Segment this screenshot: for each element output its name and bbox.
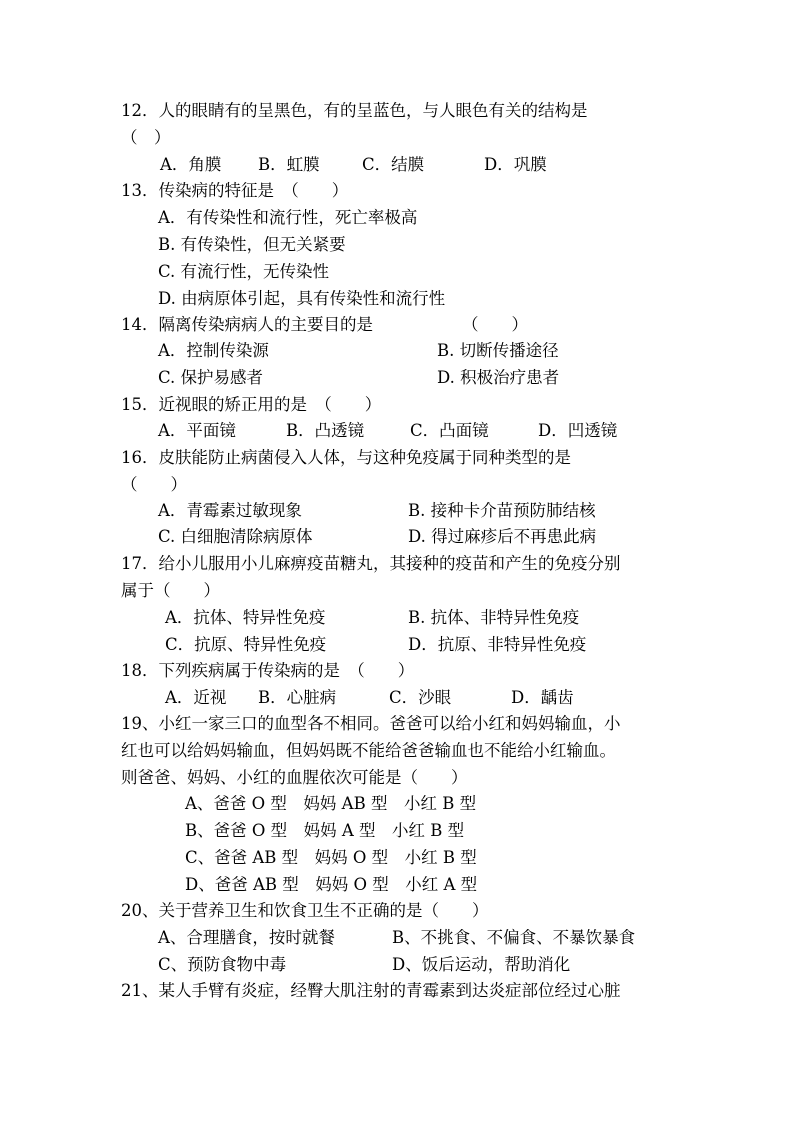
option-a: A．近视 (165, 688, 227, 707)
option-a: A、合理膳食，按时就餐 (158, 928, 335, 947)
option-b: B. 切断传播途径 (437, 341, 559, 360)
question-13-option-b: B. 有传染性，但无关紧要 (158, 235, 346, 254)
option-a: A．角膜 (160, 155, 222, 174)
question-13-option-a: A．有传染性和流行性，死亡率极高 (158, 208, 418, 227)
question-12-stem-line-1: 12．人的眼睛有的呈黑色，有的呈蓝色，与人眼色有关的结构是 (121, 101, 588, 120)
option-a: A．抗体、特异性免疫 (165, 608, 326, 627)
question-13-option-c: C. 有流行性，无传染性 (158, 262, 330, 281)
option-b: B．凸透镜 (286, 421, 365, 440)
option-c: C. 保护易感者 (158, 368, 264, 387)
option-c: C、预防食物中毒 (158, 955, 287, 974)
question-12-stem-line-2: （ ） (121, 128, 171, 147)
question-13-option-d: D. 由病原体引起，具有传染性和流行性 (158, 289, 446, 308)
option-d: D. 得过麻疹后不再患此病 (408, 527, 597, 546)
option-a: A．青霉素过敏现象 (158, 501, 302, 520)
question-19-option-c: C、爸爸 AB 型 妈妈 O 型 小红 B 型 (185, 848, 477, 867)
option-d: D．龋齿 (511, 688, 574, 707)
question-13-stem: 13．传染病的特征是 （ ） (121, 181, 349, 200)
question-19-stem-line-2: 红也可以给妈妈输血，但妈妈既不能给爸爸输血也不能给小红输血。 (121, 741, 616, 760)
question-17-stem-line-1: 17．给小儿服用小儿麻痹疫苗糖丸，其接种的疫苗和产生的免疫分别 (121, 554, 621, 573)
question-19-stem-line-3: 则爸爸、妈妈、小红的血腥依次可能是（ ） (121, 768, 468, 787)
question-17-stem-line-2: 属于（ ） (121, 581, 220, 600)
option-c: C. 白细胞清除病原体 (158, 527, 313, 546)
option-d: D．凹透镜 (538, 421, 618, 440)
option-c: C．结膜 (362, 155, 425, 174)
question-14-answer-blank: （ ） (462, 315, 528, 334)
option-c: C．抗原、特异性免疫 (165, 635, 327, 654)
option-d: D．巩膜 (484, 155, 547, 174)
option-a: A．平面镜 (158, 421, 236, 440)
option-d: D、饭后运动，帮助消化 (392, 955, 571, 974)
question-19-option-b: B、爸爸 O 型 妈妈 A 型 小红 B 型 (185, 821, 465, 840)
question-16-stem-line-1: 16．皮肤能防止病菌侵入人体，与这种免疫属于同种类型的是 (121, 448, 571, 467)
option-d: D．抗原、非特异性免疫 (408, 635, 587, 654)
question-19-option-a: A、爸爸 O 型 妈妈 AB 型 小红 B 型 (185, 794, 477, 813)
question-19-option-d: D、爸爸 AB 型 妈妈 O 型 小红 A 型 (185, 875, 478, 894)
question-21-stem: 21、某人手臂有炎症，经臀大肌注射的青霉素到达炎症部位经过心脏 (121, 981, 621, 1000)
option-c: C．沙眼 (389, 688, 452, 707)
question-14-stem: 14．隔离传染病病人的主要目的是 (121, 315, 373, 334)
question-16-stem-line-2: （ ） (121, 475, 187, 494)
question-20-stem: 20、关于营养卫生和饮食卫生不正确的是（ ） (121, 901, 489, 920)
option-b: B. 接种卡介苗预防肺结核 (408, 501, 596, 520)
option-b: B、不挑食、不偏食、不暴饮暴食 (392, 928, 636, 947)
option-b: B．心脏病 (258, 688, 337, 707)
question-19-stem-line-1: 19、小红一家三口的血型各不相同。爸爸可以给小红和妈妈输血，小 (121, 714, 621, 733)
option-b: B．虹膜 (258, 155, 320, 174)
question-18-stem: 18．下列疾病属于传染病的是 （ ） (121, 661, 415, 680)
question-15-stem: 15．近视眼的矫正用的是 （ ） (121, 395, 382, 414)
option-d: D. 积极治疗患者 (437, 368, 560, 387)
option-c: C．凸面镜 (410, 421, 489, 440)
option-b: B. 抗体、非特异性免疫 (408, 608, 580, 627)
option-a: A．控制传染源 (158, 341, 269, 360)
